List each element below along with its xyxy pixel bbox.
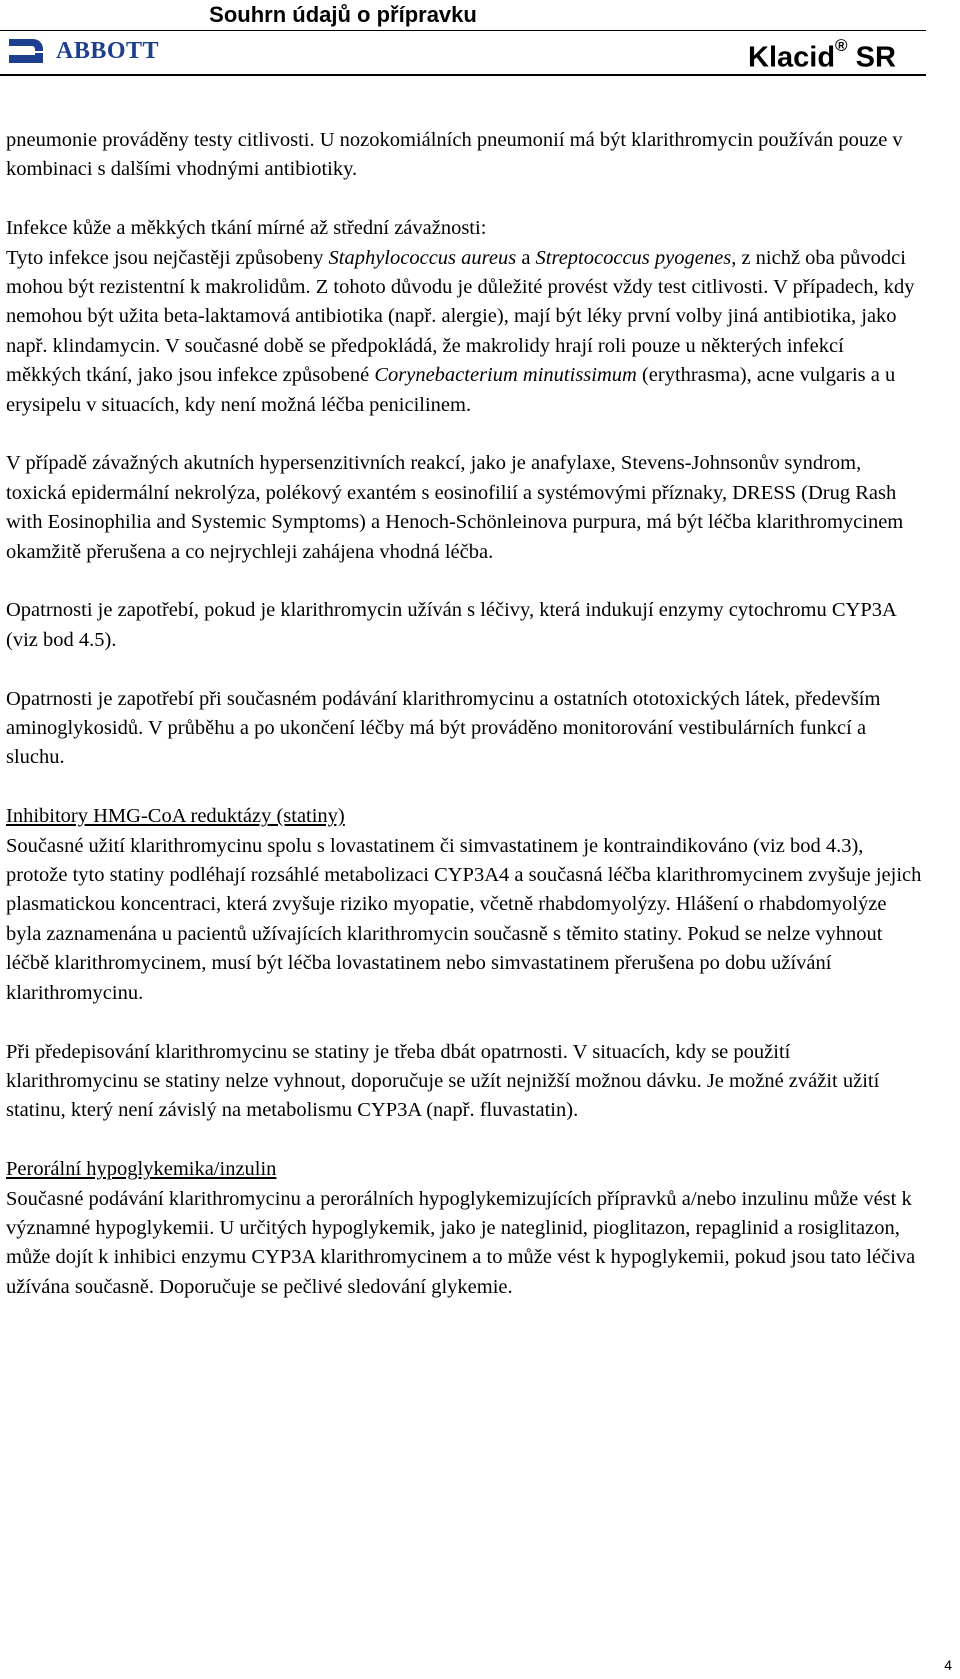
paragraph-statins — [6, 802, 924, 1008]
section-heading-statins: Inhibitory HMG-CoA reduktázy (statiny) — [6, 805, 345, 828]
header-divider-bottom — [0, 74, 926, 76]
paragraph-pneumonia: pneumonie prováděny testy citlivosti. U nozokomiálních pneumonií má být klarithromycin používán pouze v kombinaci s dalšími vhodnými antibiotiky. — [6, 129, 903, 181]
paragraph-hypersensitivity: V případě závažných akutních hypersenzitivních reakcí, jako je anafylaxe, Stevens-Johnsonův syndrom, toxická epidermální nekrolýza, polékový exantém s eosinofilií a systémovými příznaky, DRESS (Drug Rash with Eosinophilia and Systemic Symptoms) a Henoch-Schönleinova purpura, má být léčba klarithromycinem okamžitě přerušena a co nejrychleji zahájena vhodná léčba. — [6, 452, 904, 563]
paragraph-hypoglycemics — [6, 1155, 924, 1302]
paragraph-cyp3a-inducers: Opatrnosti je zapotřebí, pokud je klarithromycin užíván s léčivy, která indukují enzymy cytochromu CYP3A (viz bod 4.5). — [6, 599, 896, 651]
section-heading-hypoglycemics: Perorální hypoglykemika/inzulin — [6, 1158, 277, 1181]
organism-corynebacterium: Corynebacterium minutissimum — [374, 364, 637, 387]
skin-text-b: a — [516, 246, 536, 269]
page-number: 4 — [944, 1657, 952, 1673]
paragraph-ototoxic: Opatrnosti je zapotřebí při současném podávání klarithromycinu a ostatních ototoxických látek, především aminoglykosidů. V průběhu a po ukončení léčby má být prováděno monitorování vestibulárních funkcí a sluchu. — [6, 687, 881, 769]
registered-mark: ® — [835, 36, 848, 55]
document-body — [6, 126, 924, 1332]
company-name: ABBOTT — [56, 37, 160, 64]
document-title: Souhrn údajů o přípravku — [209, 2, 477, 27]
paragraph-statins-prescribing: Při předepisování klarithromycinu se statiny je třeba dbát opatrnosti. V situacích, kdy se použití klarithromycinu se statiny nelze vyhnout, doporučuje se užít nejnižší možnou dávku. Je možné zvážit užití statinu, který není závislý na metabolismu CYP3A (např. fluvastatin). — [6, 1040, 880, 1122]
organism-staphylococcus: Staphylococcus aureus — [328, 246, 517, 269]
organism-streptococcus: Streptococcus pyogenes — [535, 246, 732, 269]
skin-text-a: Tyto infekce jsou nejčastěji způsobeny — [6, 246, 329, 269]
section-heading-skin: Infekce kůže a měkkých tkání mírné až střední závažnosti: — [6, 217, 487, 240]
product-brand: Klacid — [748, 41, 836, 74]
abbott-logo-icon — [6, 36, 46, 66]
product-suffix: SR — [847, 41, 896, 74]
paragraph-skin-infections — [6, 214, 924, 420]
product-name — [748, 30, 896, 79]
skin-text-c: , z nichž oba původci mohou být rezistentní k makrolidům. Z tohoto důvodu je důležité provést vždy test citlivosti. V případech, kdy nemohou být užita beta-laktamová antibiotika (např. alergie), mají být léky první volby jiná antibiotika, jako např. klindamycin. V současné době se předpokládá, že makrolidy hrají roli pouze u některých infekcí měkkých tkání, jako jsou infekce způsobené — [6, 246, 915, 387]
hypoglycemics-text: Současné podávání klarithromycinu a perorálních hypoglykemizujících přípravků a/nebo inzulinu může vést k významné hypoglykemii. U určitých hypoglykemik, jako je nateglinid, pioglitazon, repaglinid a rosiglitazon, může dojít k inhibici enzymu CYP3A klarithromycinem a to může vést k hypoglykemii, pokud jsou tato léčiva užívána současně. Doporučuje se pečlivé sledování glykemie. — [6, 1187, 916, 1298]
company-logo — [6, 36, 159, 66]
skin-text-d: (erythrasma), acne vulgaris a u erysipelu v situacích, kdy není možná léčba penicilinem. — [6, 364, 896, 416]
statins-text: Současné užití klarithromycinu spolu s lovastatinem či simvastatinem je kontraindikováno (viz bod 4.3), protože tyto statiny podléhají rozsáhlé metabolizaci CYP3A4 a současná léčba klarithromycinem zvyšuje jejich plasmatickou koncentraci, která zvyšuje riziko myopatie, včetně rhabdomyolýzy. Hlášení o rhabdomyolýze byla zaznamenána u pacientů užívajících klarithromycin současně s těmito statiny. Pokud se nelze vyhnout léčbě klarithromycinem, musí být léčba lovastatinem nebo simvastatinem přerušena po dobu užívání klarithromycinu. — [6, 834, 922, 1004]
